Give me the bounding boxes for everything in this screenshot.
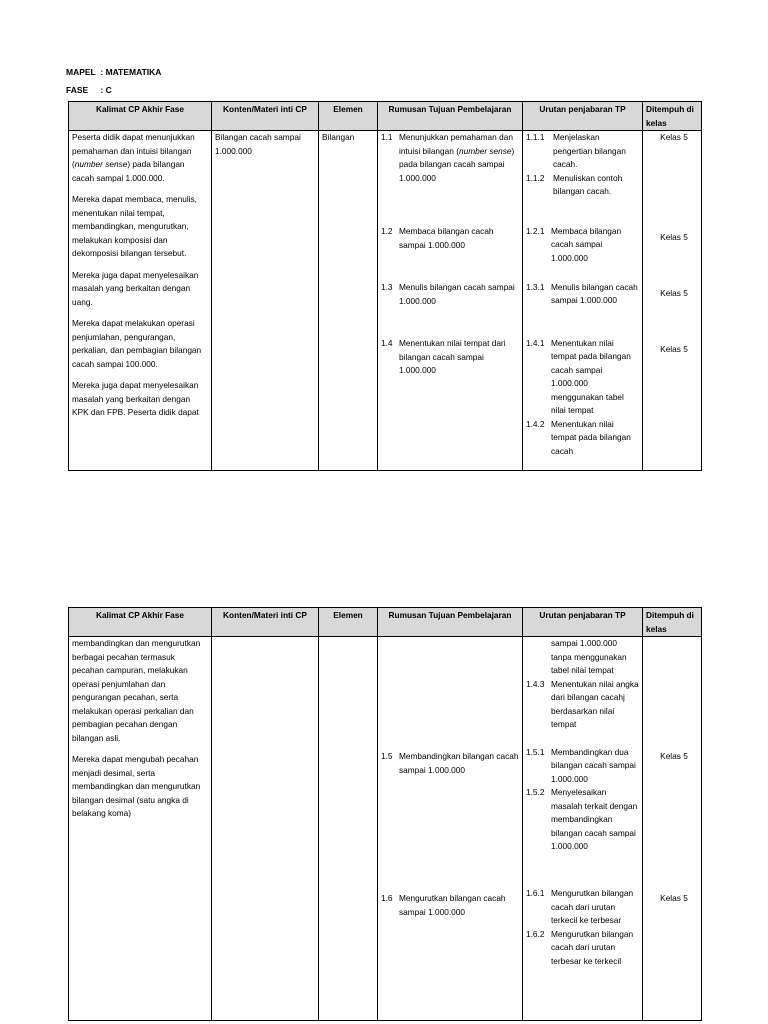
kelas-label: Kelas 5: [660, 893, 688, 903]
cell-elemen: Bilangan: [319, 131, 378, 471]
header-ditempuh: Ditempuh di kelas: [643, 102, 702, 131]
tp-sub-item: 1.5.2 Menyelesaikan masalah terkait dengan membandingkan bilangan cacah sampai 1.000.000: [526, 787, 638, 851]
cp-paragraph: Mereka dapat melakukan operasi penjumlahan, pengurangan, perkalian, dan pembagian bilangan cacah sampai 100.000.: [72, 318, 202, 369]
tp-sub-item: 1.3.1 Menulis bilangan cacah sampai 1.000.000: [526, 281, 638, 305]
cell-kalimat: [69, 637, 212, 1021]
cell-ditempuh: [643, 637, 702, 1021]
cp-paragraph: Mereka juga dapat menyelesaikan masalah yang berkaitan dengan uang.: [72, 269, 199, 307]
cell-konten: Bilangan cacah sampai 1.000.000: [212, 131, 319, 471]
tp-sub-item: 1.2.1 Membaca bilangan cacah sampai 1.000.000: [526, 225, 622, 263]
tp-item: 1.2 Membaca bilangan cacah sampai 1.000.000: [381, 226, 494, 250]
header-kalimat: Kalimat CP Akhir Fase: [69, 102, 212, 131]
mapel-label: MAPEL: [66, 67, 96, 77]
kelas-label: Kelas 5: [660, 751, 688, 761]
tp-item: 1.3 Menulis bilangan cacah sampai 1.000.000: [381, 282, 515, 306]
table-header-row: [69, 102, 702, 131]
cp-paragraph: Mereka juga dapat menyelesaikan masalah yang berkaitan dengan KPK dan FPB. Peserta didik dapat: [72, 380, 199, 417]
cell-kalimat: [69, 131, 212, 471]
cell-urutan: [523, 637, 643, 1021]
cp-paragraph: Mereka dapat mengubah pecahan menjadi desimal, serta membandingkan dan mengurutkan bilangan desimal (satu angka di belakang koma): [72, 754, 201, 818]
header-kalimat: Kalimat CP Akhir Fase: [69, 608, 212, 637]
header-ditempuh: Ditempuh di kelas: [643, 608, 702, 637]
table-row: [69, 131, 702, 471]
header-konten: Konten/Materi inti CP: [212, 608, 319, 637]
header-konten: Konten/Materi inti CP: [212, 102, 319, 131]
kelas-label: Kelas 5: [660, 344, 688, 354]
tp-item: 1.6 Mengurutkan bilangan cacah sampai 1.000.000: [381, 893, 506, 917]
cell-elemen: [319, 637, 378, 1021]
fase-line: [66, 85, 112, 95]
cp-table-page-1: [68, 101, 702, 471]
cell-konten: [212, 637, 319, 1021]
tp-sub-item-continued: sampai 1.000.000 tanpa menggunakan tabel nilai tempat: [551, 638, 627, 675]
kelas-label: Kelas 5: [660, 132, 688, 142]
header-urutan: Urutan penjabaran TP: [523, 608, 643, 637]
table-row: [69, 637, 702, 1021]
mapel-value: : MATEMATIKA: [100, 67, 162, 77]
header-rumusan: Rumusan Tujuan Pembelajaran: [378, 608, 523, 637]
tp-sub-item: 1.4.2 Menentukan nilai tempat pada bilangan cacah: [526, 418, 631, 456]
tp-sub-item: 1.1.2 Menuliskan contoh bilangan cacah.: [526, 172, 623, 196]
tp-item: 1.5 Membandingkan bilangan cacah sampai 1.000.000: [381, 751, 519, 775]
table-header-row: [69, 608, 702, 637]
header-rumusan: Rumusan Tujuan Pembelajaran: [378, 102, 523, 131]
cp-paragraph: Peserta didik dapat menunjukkan pemahaman dan intuisi bilangan (number sense) pada bilangan cacah sampai 1.000.000.: [72, 132, 195, 183]
cell-rumusan: [378, 637, 523, 1021]
tp-sub-item: 1.5.1 Membandingkan dua bilangan cacah sampai 1.000.000: [526, 746, 636, 784]
tp-sub-item: 1.4.1 Menentukan nilai tempat pada bilangan cacah sampai 1.000.000 menggunakan tabel nilai tempat: [526, 337, 631, 415]
cell-rumusan: [378, 131, 523, 471]
tp-sub-item: 1.6.1 Mengurutkan bilangan cacah dari urutan terkecil ke terbesar: [526, 888, 634, 925]
header-elemen: Elemen: [319, 608, 378, 637]
cp-paragraph: Mereka dapat membaca, menulis, menentukan nilai tempat, membandingkan, mengurutkan, melakukan komposisi dan dekomposisi bilangan tersebut.: [72, 194, 197, 258]
cp-paragraph: membandingkan dan mengurutkan berbagai pecahan termasuk pecahan campuran, melakukan operasi penjumlahan dan pengurangan pecahan, serta melakukan operasi perkalian dan pembagian pecahan dengan bilangan asli.: [72, 638, 201, 743]
kelas-label: Kelas 5: [660, 232, 688, 242]
fase-value: : C: [100, 85, 112, 95]
header-elemen: Elemen: [319, 102, 378, 131]
header-urutan: Urutan penjabaran TP: [523, 102, 643, 131]
cp-table-page-2: [68, 607, 702, 1021]
tp-sub-item: 1.4.3 Menentukan nilai angka dari bilangan cacahj berdasarkan nilai tempat: [526, 678, 639, 729]
tp-sub-item: 1.1.1 Menjelaskan pengertian bilangan cacah.: [526, 132, 626, 169]
mapel-line: [66, 67, 161, 77]
fase-label: FASE: [66, 85, 89, 95]
tp-sub-item: 1.6.2 Mengurutkan bilangan cacah dari urutan terbesar ke terkecil: [526, 928, 634, 966]
tp-item: 1.1 Menunjukkan pemahaman dan intuisi bilangan (number sense) pada bilangan cacah sampai 1.000.000: [381, 132, 515, 183]
kelas-label: Kelas 5: [660, 288, 688, 298]
tp-item: 1.4 Menentukan nilai tempat dari bilangan cacah sampai 1.000.000: [381, 338, 506, 375]
cell-urutan: [523, 131, 643, 471]
cell-ditempuh: [643, 131, 702, 471]
